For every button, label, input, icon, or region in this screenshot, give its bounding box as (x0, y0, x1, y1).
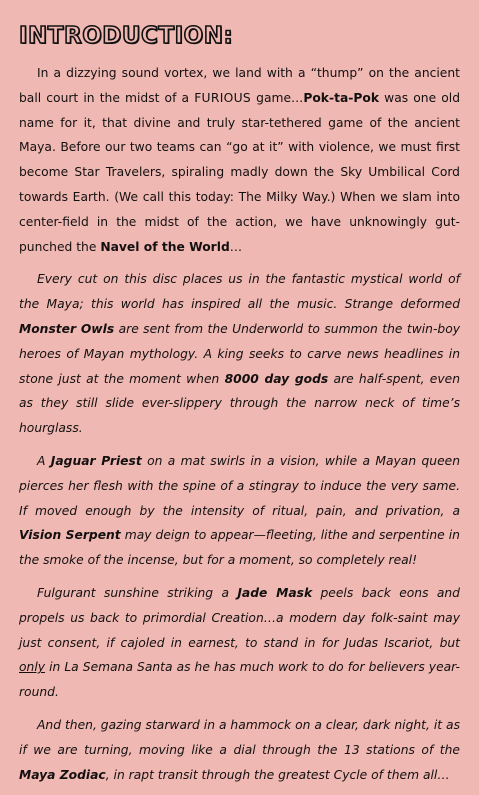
text-run: Every cut on this disc places us in the fantastic mystical world of the Maya; this world has inspired all the music. Strange deformed (19, 272, 460, 312)
text-run: are half-spent, even as they still slide ever-slippery through the narrow neck of time’s hourglass. (19, 371, 460, 436)
body-paragraph (19, 61, 460, 259)
emphasized-term: Vision Serpent (19, 528, 121, 543)
page-title: INTRODUCTION: (19, 23, 234, 49)
capitalized-word: FURIOUS (194, 90, 252, 105)
text-run: … (229, 239, 243, 254)
emphasized-term: Pok-ta-Pok (303, 90, 380, 105)
text-run: may deign to appear—fleeting, lithe and serpentine in the smoke of the incense, but for a moment, so completely real! (19, 528, 460, 568)
body-paragraph (19, 449, 460, 573)
text-run: are sent from the Underworld to summon the twin-boy heroes of Mayan mythology. A king seeks to carve news headlines in stone just at the moment when (19, 321, 461, 386)
text-run: , in rapt transit through the greatest Cycle of them all… (105, 767, 450, 782)
text-run: peels back eons and propels us back to primordial Creation…a modern day folk-saint may just consent, if cajoled in earnest, to stand in for Judas Iscariot, but (19, 585, 460, 650)
emphasized-term: Navel of the World (100, 239, 230, 254)
body-text (19, 61, 460, 787)
text-run: And then, gazing starward in a hammock on a clear, dark night, it as if we are turning, moving like a dial through the 13 stations of the (19, 717, 460, 757)
body-paragraph (19, 713, 460, 787)
text-run: in La Semana Santa as he has much work to do for believers year-round. (19, 660, 460, 700)
text-run: A (37, 453, 51, 468)
emphasized-term: 8000 day gods (224, 371, 329, 386)
underlined-word: only (19, 660, 46, 675)
emphasized-term: Monster Owls (19, 321, 115, 336)
text-run: Fulgurant sunshine striking a (37, 585, 238, 600)
body-paragraph (19, 267, 460, 441)
body-paragraph (19, 581, 460, 705)
document-page (19, 22, 460, 795)
text-run: In a dizzying sound vortex, we land with a “thump” on the ancient ball court in the midst of a (19, 66, 460, 105)
text-run: on a mat swirls in a vision, while a Mayan queen pierces her flesh with the spine of a stingray to induce the very same. If moved enough by the intensity of ritual, pain, and privation, a (19, 453, 460, 518)
emphasized-term: Maya Zodiac (19, 767, 106, 782)
text-run: was one old name for it, that divine and truly star-tethered game of the ancient Maya. Before our two teams can “go at it” with violence, we must first become Star Travelers, spiraling madly down the Sky Umbilical Cord towards Earth. (We call this today: The Milky Way.) When we slam into center-field in the midst of the action, we have unknowingly gut-punched the (19, 90, 461, 254)
emphasized-term: Jade Mask (237, 585, 313, 600)
emphasized-term: Jaguar Priest (50, 453, 142, 468)
text-run: game… (251, 90, 304, 105)
